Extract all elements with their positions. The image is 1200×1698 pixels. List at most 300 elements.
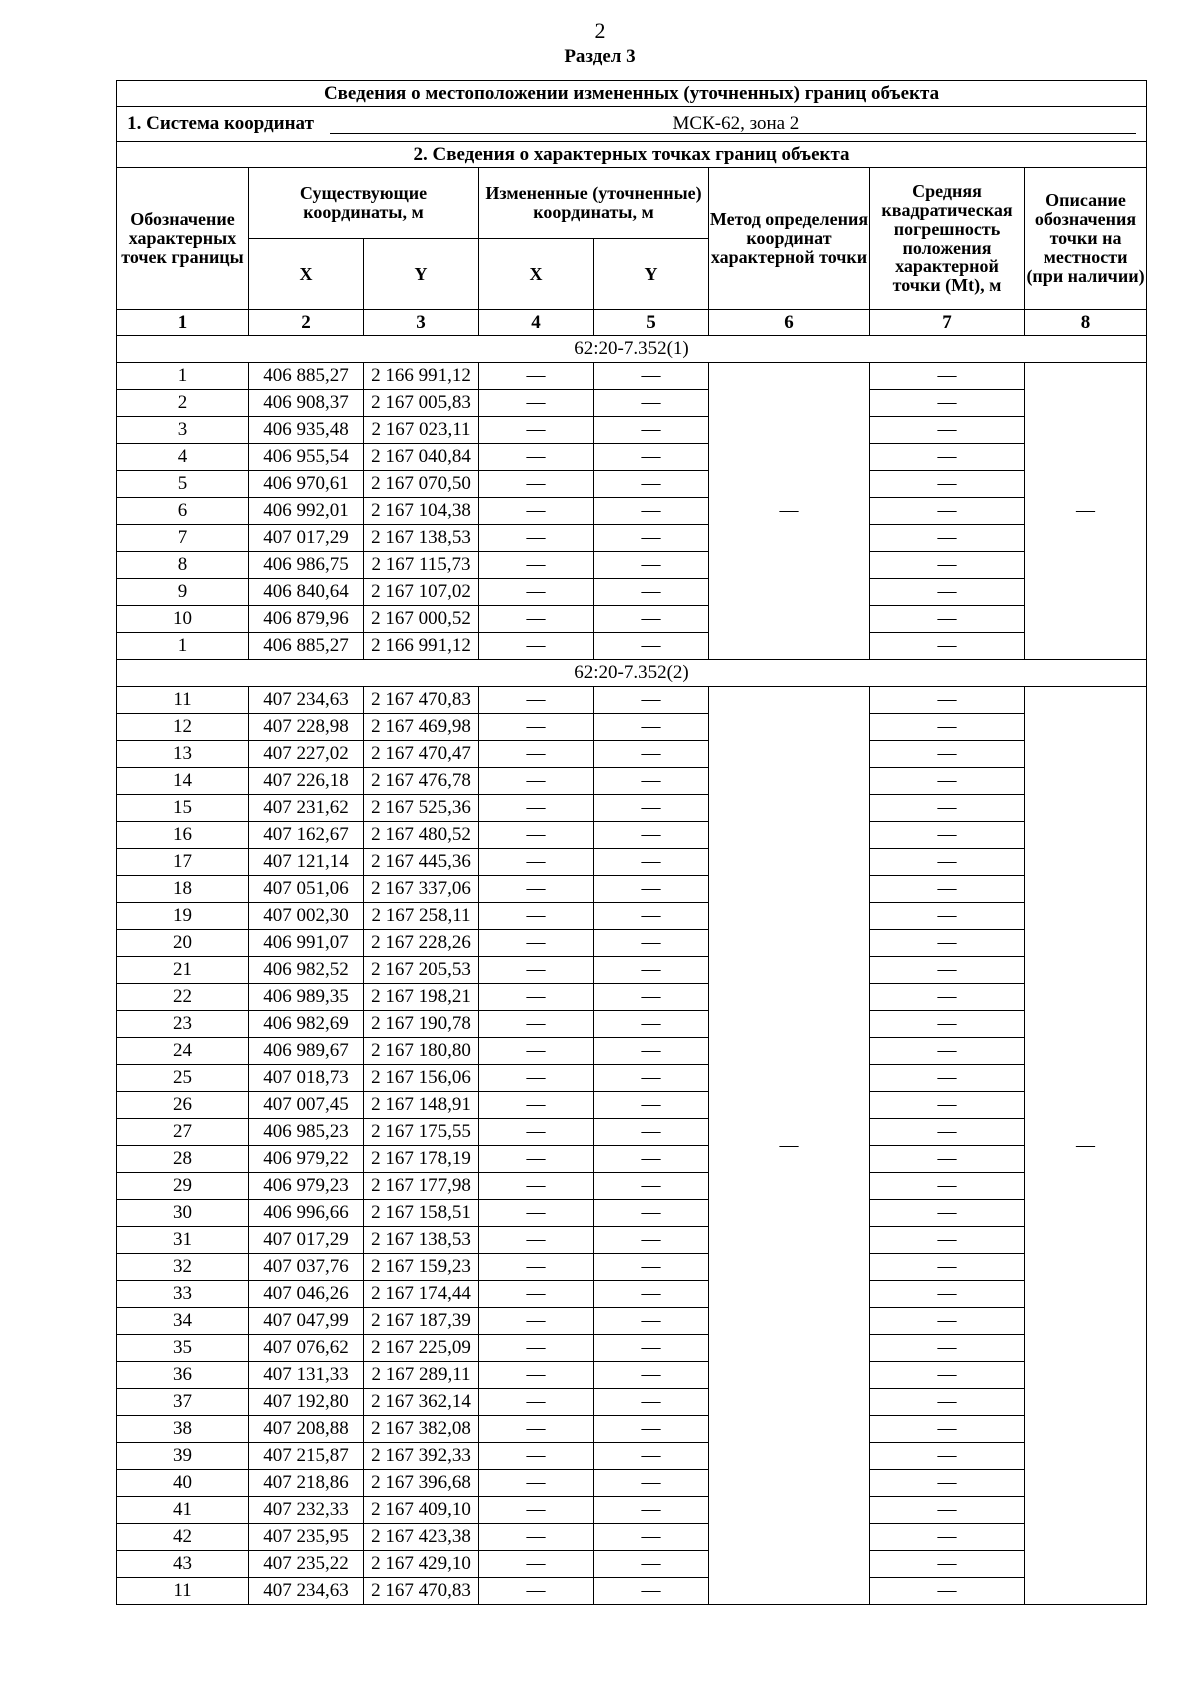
error-cell: — [870,1011,1025,1038]
table-row [117,741,1147,768]
changed-y: — [594,714,709,741]
changed-y: — [594,1227,709,1254]
existing-y: 2 167 159,23 [364,1254,479,1281]
page-number: 2 [594,18,606,43]
error-cell: — [870,1524,1025,1551]
table-row [117,930,1147,957]
existing-y: 2 167 187,39 [364,1308,479,1335]
error-cell: — [870,1281,1025,1308]
table-title: Сведения о местоположении измененных (уточненных) границ объекта [117,81,1147,107]
changed-y: — [594,1551,709,1578]
existing-x: 407 208,88 [249,1416,364,1443]
changed-x: — [479,1146,594,1173]
existing-y: 2 167 180,80 [364,1038,479,1065]
changed-y: — [594,768,709,795]
changed-y: — [594,1389,709,1416]
error-cell: — [870,957,1025,984]
changed-y: — [594,1497,709,1524]
table-row [117,1362,1147,1389]
existing-y: 2 167 115,73 [364,552,479,579]
existing-x: 406 935,48 [249,417,364,444]
existing-y: 2 167 409,10 [364,1497,479,1524]
point-number: 27 [117,1119,249,1146]
point-number: 39 [117,1443,249,1470]
point-number: 19 [117,903,249,930]
changed-y: — [594,687,709,714]
existing-x: 406 979,23 [249,1173,364,1200]
changed-x: — [479,1335,594,1362]
table-row [117,1443,1147,1470]
existing-y: 2 167 225,09 [364,1335,479,1362]
changed-x: — [479,633,594,660]
existing-x: 406 991,07 [249,930,364,957]
point-number: 9 [117,579,249,606]
existing-y: 2 167 289,11 [364,1362,479,1389]
changed-x: — [479,822,594,849]
error-cell: — [870,1146,1025,1173]
changed-x: — [479,1497,594,1524]
error-cell: — [870,1119,1025,1146]
header-changed-y: Y [594,239,709,310]
point-number: 37 [117,1389,249,1416]
existing-x: 407 131,33 [249,1362,364,1389]
column-number: 5 [594,310,709,336]
changed-x: — [479,444,594,471]
changed-y: — [594,498,709,525]
column-number: 6 [709,310,870,336]
changed-x: — [479,552,594,579]
changed-y: — [594,1362,709,1389]
existing-y: 2 167 396,68 [364,1470,479,1497]
existing-y: 2 167 023,11 [364,417,479,444]
point-number: 11 [117,687,249,714]
point-number: 15 [117,795,249,822]
table-row [117,1173,1147,1200]
column-number: 2 [249,310,364,336]
table-row [117,1389,1147,1416]
point-number: 34 [117,1308,249,1335]
group-row [117,660,1147,687]
point-number: 25 [117,1065,249,1092]
error-cell: — [870,822,1025,849]
existing-y: 2 167 107,02 [364,579,479,606]
existing-y: 2 167 000,52 [364,606,479,633]
changed-x: — [479,1551,594,1578]
header-changed-x: X [479,239,594,310]
changed-x: — [479,849,594,876]
point-number: 41 [117,1497,249,1524]
table-row [117,795,1147,822]
changed-x: — [479,1227,594,1254]
existing-x: 407 228,98 [249,714,364,741]
existing-x: 407 076,62 [249,1335,364,1362]
table-row [117,471,1147,498]
point-number: 6 [117,498,249,525]
existing-y: 2 167 480,52 [364,822,479,849]
point-number: 32 [117,1254,249,1281]
table-row [117,390,1147,417]
description-cell: — [1025,687,1147,1605]
existing-x: 406 970,61 [249,471,364,498]
changed-y: — [594,1416,709,1443]
table-row [117,1065,1147,1092]
existing-y: 2 167 392,33 [364,1443,479,1470]
changed-y: — [594,822,709,849]
existing-y: 2 167 423,38 [364,1524,479,1551]
changed-y: — [594,1200,709,1227]
existing-y: 2 167 469,98 [364,714,479,741]
changed-y: — [594,1281,709,1308]
group-name: 62:20-7.352(2) [117,660,1147,687]
existing-x: 407 121,14 [249,849,364,876]
point-number: 5 [117,471,249,498]
changed-x: — [479,1011,594,1038]
point-number: 30 [117,1200,249,1227]
changed-y: — [594,1092,709,1119]
point-number: 29 [117,1173,249,1200]
error-cell: — [870,687,1025,714]
changed-y: — [594,363,709,390]
existing-y: 2 167 174,44 [364,1281,479,1308]
point-number: 16 [117,822,249,849]
point-number: 4 [117,444,249,471]
error-cell: — [870,876,1025,903]
existing-x: 406 996,66 [249,1200,364,1227]
changed-x: — [479,1578,594,1605]
changed-x: — [479,471,594,498]
existing-x: 407 046,26 [249,1281,364,1308]
existing-x: 406 885,27 [249,363,364,390]
existing-x: 407 047,99 [249,1308,364,1335]
point-number: 28 [117,1146,249,1173]
existing-y: 2 167 470,83 [364,1578,479,1605]
table-row [117,984,1147,1011]
changed-y: — [594,1173,709,1200]
existing-x: 407 234,63 [249,1578,364,1605]
existing-x: 407 232,33 [249,1497,364,1524]
table-row [117,444,1147,471]
column-number: 3 [364,310,479,336]
table-row [117,579,1147,606]
changed-y: — [594,1470,709,1497]
error-cell: — [870,606,1025,633]
existing-x: 406 982,52 [249,957,364,984]
table-row [117,1524,1147,1551]
group-name: 62:20-7.352(1) [117,336,1147,363]
changed-y: — [594,1524,709,1551]
error-cell: — [870,417,1025,444]
existing-y: 2 167 138,53 [364,1227,479,1254]
existing-y: 2 167 177,98 [364,1173,479,1200]
existing-y: 2 167 429,10 [364,1551,479,1578]
column-number: 4 [479,310,594,336]
existing-x: 406 986,75 [249,552,364,579]
existing-x: 406 879,96 [249,606,364,633]
error-cell: — [870,903,1025,930]
error-cell: — [870,1470,1025,1497]
point-number: 26 [117,1092,249,1119]
changed-y: — [594,579,709,606]
error-cell: — [870,552,1025,579]
changed-y: — [594,741,709,768]
existing-x: 406 908,37 [249,390,364,417]
changed-x: — [479,1416,594,1443]
changed-x: — [479,1200,594,1227]
changed-x: — [479,1524,594,1551]
changed-y: — [594,552,709,579]
table-row [117,1254,1147,1281]
changed-y: — [594,957,709,984]
point-number: 20 [117,930,249,957]
column-numbers-row [117,310,1147,336]
table-row [117,768,1147,795]
existing-x: 407 007,45 [249,1092,364,1119]
table-row [117,1011,1147,1038]
existing-x: 406 985,23 [249,1119,364,1146]
point-number: 40 [117,1470,249,1497]
error-cell: — [870,984,1025,1011]
point-number: 13 [117,741,249,768]
changed-x: — [479,1389,594,1416]
changed-y: — [594,1335,709,1362]
changed-x: — [479,714,594,741]
changed-x: — [479,1362,594,1389]
section-title: Раздел 3 [564,46,636,67]
error-cell: — [870,795,1025,822]
coord-system-row [117,107,1147,142]
table-row [117,498,1147,525]
existing-y: 2 167 470,47 [364,741,479,768]
changed-x: — [479,957,594,984]
table-row [117,1578,1147,1605]
existing-y: 2 167 175,55 [364,1119,479,1146]
changed-x: — [479,1308,594,1335]
existing-y: 2 167 040,84 [364,444,479,471]
changed-y: — [594,930,709,957]
error-cell: — [870,579,1025,606]
existing-x: 406 992,01 [249,498,364,525]
point-number: 3 [117,417,249,444]
error-cell: — [870,768,1025,795]
method-cell: — [709,363,870,660]
point-number: 10 [117,606,249,633]
point-number: 2 [117,390,249,417]
changed-x: — [479,1470,594,1497]
existing-x: 407 037,76 [249,1254,364,1281]
coord-system-label: 1. Система координат [127,112,314,134]
changed-y: — [594,1011,709,1038]
point-number: 31 [117,1227,249,1254]
changed-x: — [479,1092,594,1119]
changed-x: — [479,1065,594,1092]
point-number: 33 [117,1281,249,1308]
table-row [117,1146,1147,1173]
existing-y: 2 167 258,11 [364,903,479,930]
point-number: 36 [117,1362,249,1389]
table-row [117,1038,1147,1065]
existing-x: 406 989,35 [249,984,364,1011]
point-number: 11 [117,1578,249,1605]
error-cell: — [870,1227,1025,1254]
existing-y: 2 167 148,91 [364,1092,479,1119]
existing-y: 2 167 156,06 [364,1065,479,1092]
changed-x: — [479,687,594,714]
existing-x: 406 982,69 [249,1011,364,1038]
existing-y: 2 166 991,12 [364,633,479,660]
changed-y: — [594,471,709,498]
point-number: 23 [117,1011,249,1038]
table-row [117,822,1147,849]
error-cell: — [870,1416,1025,1443]
table-row [117,363,1147,390]
existing-x: 407 235,95 [249,1524,364,1551]
changed-x: — [479,1038,594,1065]
table-row [117,417,1147,444]
error-cell: — [870,1173,1025,1200]
changed-y: — [594,444,709,471]
error-cell: — [870,930,1025,957]
table-row [117,849,1147,876]
changed-y: — [594,1254,709,1281]
changed-y: — [594,876,709,903]
existing-y: 2 167 104,38 [364,498,479,525]
table-row [117,1308,1147,1335]
changed-x: — [479,903,594,930]
changed-x: — [479,390,594,417]
error-cell: — [870,714,1025,741]
existing-x: 406 885,27 [249,633,364,660]
point-number: 21 [117,957,249,984]
existing-y: 2 167 138,53 [364,525,479,552]
existing-y: 2 167 445,36 [364,849,479,876]
changed-x: — [479,1254,594,1281]
existing-y: 2 167 382,08 [364,1416,479,1443]
changed-y: — [594,1146,709,1173]
point-number: 43 [117,1551,249,1578]
point-number: 22 [117,984,249,1011]
changed-x: — [479,768,594,795]
changed-x: — [479,1173,594,1200]
point-number: 24 [117,1038,249,1065]
header-existing: Существующие координаты, м [249,168,479,239]
column-number: 7 [870,310,1025,336]
point-number: 18 [117,876,249,903]
changed-y: — [594,1308,709,1335]
changed-y: — [594,1443,709,1470]
changed-y: — [594,1119,709,1146]
changed-y: — [594,633,709,660]
table-row [117,1227,1147,1254]
existing-y: 2 167 205,53 [364,957,479,984]
header-designation: Обозначение характерных точек границы [117,168,249,310]
existing-y: 2 166 991,12 [364,363,479,390]
error-cell: — [870,1200,1025,1227]
existing-x: 407 234,63 [249,687,364,714]
changed-x: — [479,1281,594,1308]
changed-y: — [594,390,709,417]
existing-y: 2 167 476,78 [364,768,479,795]
error-cell: — [870,1335,1025,1362]
point-number: 1 [117,633,249,660]
existing-y: 2 167 198,21 [364,984,479,1011]
error-cell: — [870,390,1025,417]
changed-x: — [479,876,594,903]
changed-x: — [479,579,594,606]
existing-x: 406 840,64 [249,579,364,606]
existing-x: 406 955,54 [249,444,364,471]
table-row [117,1200,1147,1227]
error-cell: — [870,363,1025,390]
existing-x: 406 979,22 [249,1146,364,1173]
existing-x: 407 226,18 [249,768,364,795]
coord-system-value: МСК-62, зона 2 [330,114,1136,135]
changed-y: — [594,606,709,633]
header-existing-x: X [249,239,364,310]
changed-x: — [479,930,594,957]
point-number: 14 [117,768,249,795]
existing-x: 407 017,29 [249,1227,364,1254]
error-cell: — [870,1497,1025,1524]
table-row [117,1416,1147,1443]
changed-x: — [479,1119,594,1146]
existing-y: 2 167 228,26 [364,930,479,957]
error-cell: — [870,1092,1025,1119]
existing-x: 407 017,29 [249,525,364,552]
existing-y: 2 167 362,14 [364,1389,479,1416]
point-number: 42 [117,1524,249,1551]
table-row [117,552,1147,579]
changed-x: — [479,525,594,552]
existing-y: 2 167 178,19 [364,1146,479,1173]
changed-x: — [479,363,594,390]
point-number: 1 [117,363,249,390]
error-cell: — [870,1551,1025,1578]
header-method: Метод определения координат характерной точки [709,168,870,310]
header-changed: Измененные (уточненные) координаты, м [479,168,709,239]
error-cell: — [870,444,1025,471]
changed-y: — [594,525,709,552]
existing-x: 407 162,67 [249,822,364,849]
changed-y: — [594,984,709,1011]
error-cell: — [870,1254,1025,1281]
table-row [117,957,1147,984]
changed-y: — [594,795,709,822]
table-row [117,1092,1147,1119]
description-cell: — [1025,363,1147,660]
table-row [117,606,1147,633]
table-row [117,1497,1147,1524]
changed-y: — [594,903,709,930]
table-row [117,876,1147,903]
boundary-coordinates-table [116,80,1147,1605]
changed-y: — [594,1065,709,1092]
changed-x: — [479,984,594,1011]
changed-x: — [479,741,594,768]
error-cell: — [870,849,1025,876]
column-number: 8 [1025,310,1147,336]
error-cell: — [870,741,1025,768]
table-row [117,1551,1147,1578]
existing-y: 2 167 525,36 [364,795,479,822]
error-cell: — [870,1443,1025,1470]
existing-y: 2 167 470,83 [364,687,479,714]
existing-y: 2 167 005,83 [364,390,479,417]
existing-y: 2 167 158,51 [364,1200,479,1227]
error-cell: — [870,525,1025,552]
table-row [117,903,1147,930]
error-cell: — [870,1362,1025,1389]
point-number: 38 [117,1416,249,1443]
